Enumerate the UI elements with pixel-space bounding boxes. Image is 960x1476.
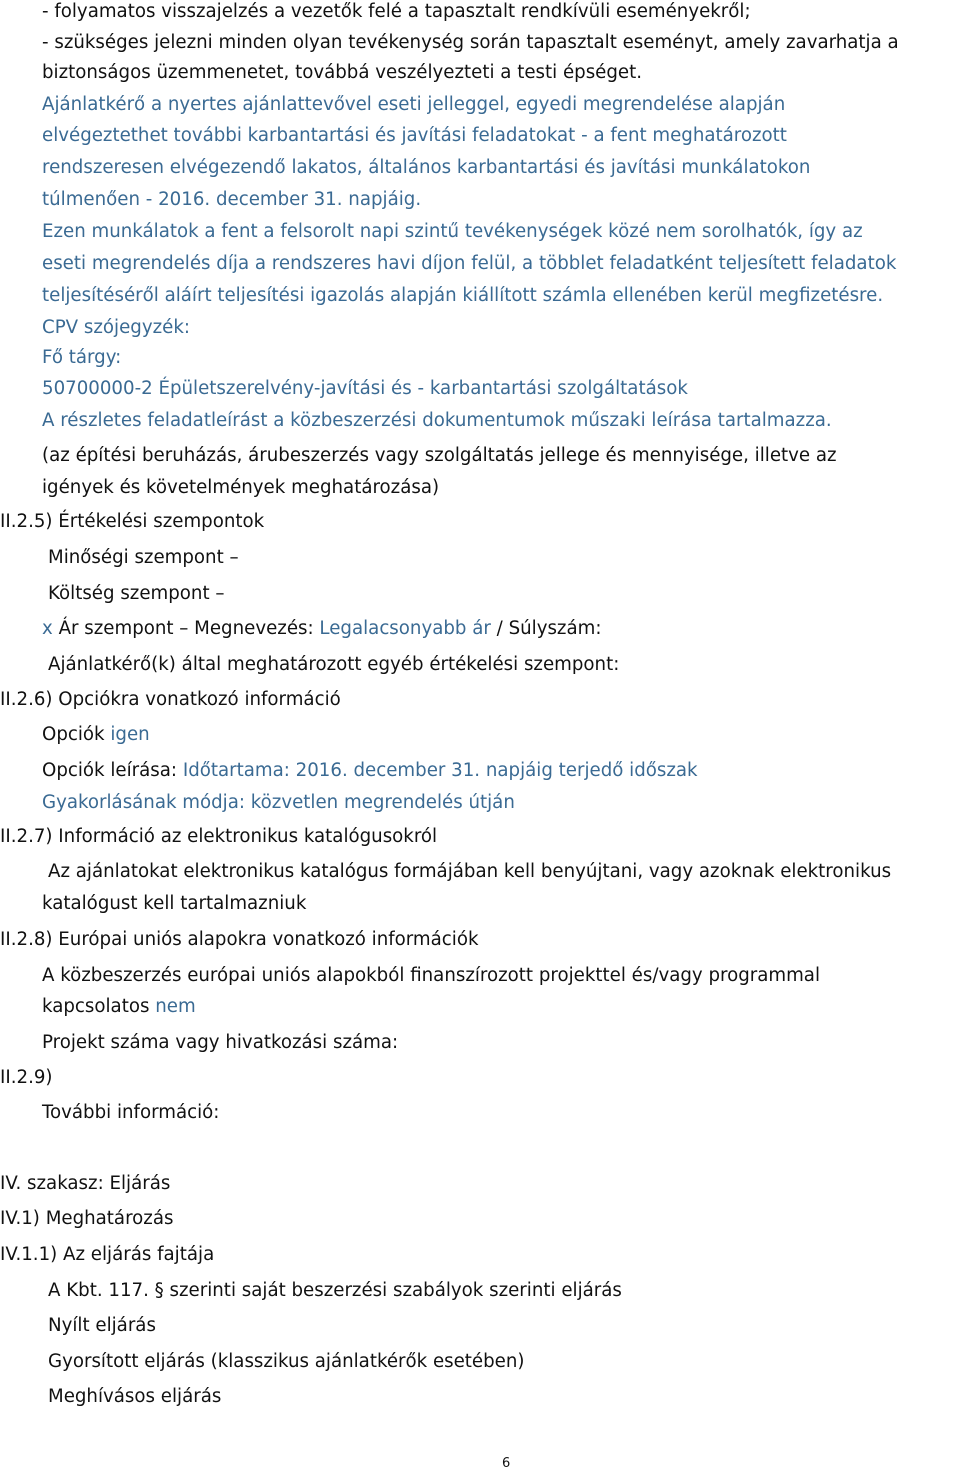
cpv-main-subject: Fő tárgy:: [42, 347, 122, 368]
procedure-option: Gyorsított eljárás (klasszikus ajánlatkérők esetében): [48, 1351, 525, 1372]
cpv-code: 50700000-2 Épületszerelvény-javítási és - karbantartási szolgáltatások: [42, 378, 688, 399]
weight-label: / Súlyszám:: [496, 618, 602, 639]
page-number: 6: [502, 1456, 511, 1471]
nature-note-line2: igények és követelmények meghatározása): [42, 477, 440, 498]
bullet-report-events: - szükséges jelezni minden olyan tevékenység során tapasztalt eseményt, amely zavarhatja a: [42, 32, 899, 53]
other-criterion: Ajánlatkérő(k) által meghatározott egyéb értékelési szempont:: [48, 654, 620, 675]
section-2-2-7-heading: II.2.7) Információ az elektronikus katalógusokról: [0, 826, 438, 847]
paragraph-extra-work-line3: rendszeresen elvégezendő lakatos, általános karbantartási és javítási munkálatokon: [42, 157, 811, 178]
section-2-2-8-heading: II.2.8) Európai uniós alapokra vonatkozó információk: [0, 929, 479, 950]
price-criterion-label: Ár szempont – Megnevezés:: [58, 618, 314, 639]
eu-funds-row: [42, 995, 196, 1019]
eu-funds-value: nem: [155, 996, 196, 1017]
options-description-row: [42, 759, 698, 783]
section-4-1-heading: IV.1) Meghatározás: [0, 1208, 174, 1229]
procedure-option: Meghívásos eljárás: [48, 1386, 222, 1407]
price-checkmark: x: [42, 618, 53, 639]
options-description-label: Opciók leírása:: [42, 760, 178, 781]
eu-funds-label: kapcsolatos: [42, 996, 150, 1017]
paragraph-extra-work-line2: elvégeztethet további karbantartási és javítási feladatokat - a fent meghatározott: [42, 125, 787, 146]
section-2-2-6-heading: II.2.6) Opciókra vonatkozó információ: [0, 689, 341, 710]
cost-criterion: Költség szempont –: [48, 583, 225, 604]
exercise-mode: Gyakorlásának módja: közvetlen megrendelés útján: [42, 792, 515, 813]
paragraph-payment-line2: eseti megrendelés díja a rendszeres havi díjon felül, a többlet feladatként teljesített feladatok: [42, 253, 897, 274]
catalogue-text: Az ajánlatokat elektronikus katalógus formájában kell benyújtani, vagy azoknak elektronikus: [48, 861, 892, 882]
section-4-heading: IV. szakasz: Eljárás: [0, 1173, 171, 1194]
further-info-label: További információ:: [42, 1102, 220, 1123]
options-value: igen: [110, 724, 150, 745]
procedure-option: A Kbt. 117. § szerinti saját beszerzési szabályok szerinti eljárás: [48, 1280, 622, 1301]
options-label: Opciók: [42, 724, 105, 745]
nature-note: (az építési beruházás, árubeszerzés vagy szolgáltatás jellege és mennyisége, illetve az: [42, 445, 837, 466]
cpv-note: A részletes feladatleírást a közbeszerzési dokumentumok műszaki leírása tartalmazza.: [42, 410, 832, 431]
options-row: [42, 723, 150, 747]
paragraph-payment: Ezen munkálatok a fent a felsorolt napi szintű tevékenységek közé nem sorolhatók, így az: [42, 221, 863, 242]
paragraph-extra-work: Ajánlatkérő a nyertes ajánlattevővel eseti jelleggel, egyedi megrendelése alapján: [42, 94, 786, 115]
section-2-2-9-heading: II.2.9): [0, 1067, 53, 1088]
price-criterion: [42, 617, 601, 641]
project-number-label: Projekt száma vagy hivatkozási száma:: [42, 1032, 399, 1053]
bullet-report-events-cont: biztonságos üzemmenetet, továbbá veszélyezteti a testi épséget.: [42, 62, 643, 83]
bullet-feedback: - folyamatos visszajelzés a vezetők felé a tapasztalt rendkívüli eseményekről;: [42, 1, 751, 22]
paragraph-payment-line3: teljesítéséről aláírt teljesítési igazolás alapján kiállított számla ellenében kerül megfizetésre.: [42, 285, 884, 306]
section-4-1-1-heading: IV.1.1) Az eljárás fajtája: [0, 1244, 215, 1265]
eu-funds-text: A közbeszerzés európai uniós alapokból finanszírozott projekttel és/vagy programmal: [42, 965, 820, 986]
cpv-heading: CPV szójegyzék:: [42, 317, 190, 338]
quality-criterion: Minőségi szempont –: [48, 547, 239, 568]
options-description-value: Időtartama: 2016. december 31. napjáig terjedő időszak: [182, 760, 698, 781]
paragraph-extra-work-line4: túlmenően - 2016. december 31. napjáig.: [42, 189, 422, 210]
procedure-option: Nyílt eljárás: [48, 1315, 156, 1336]
section-2-2-5-heading: II.2.5) Értékelési szempontok: [0, 511, 265, 532]
price-criterion-value: Legalacsonyabb ár: [319, 618, 491, 639]
catalogue-text-line2: katalógust kell tartalmazniuk: [42, 893, 307, 914]
